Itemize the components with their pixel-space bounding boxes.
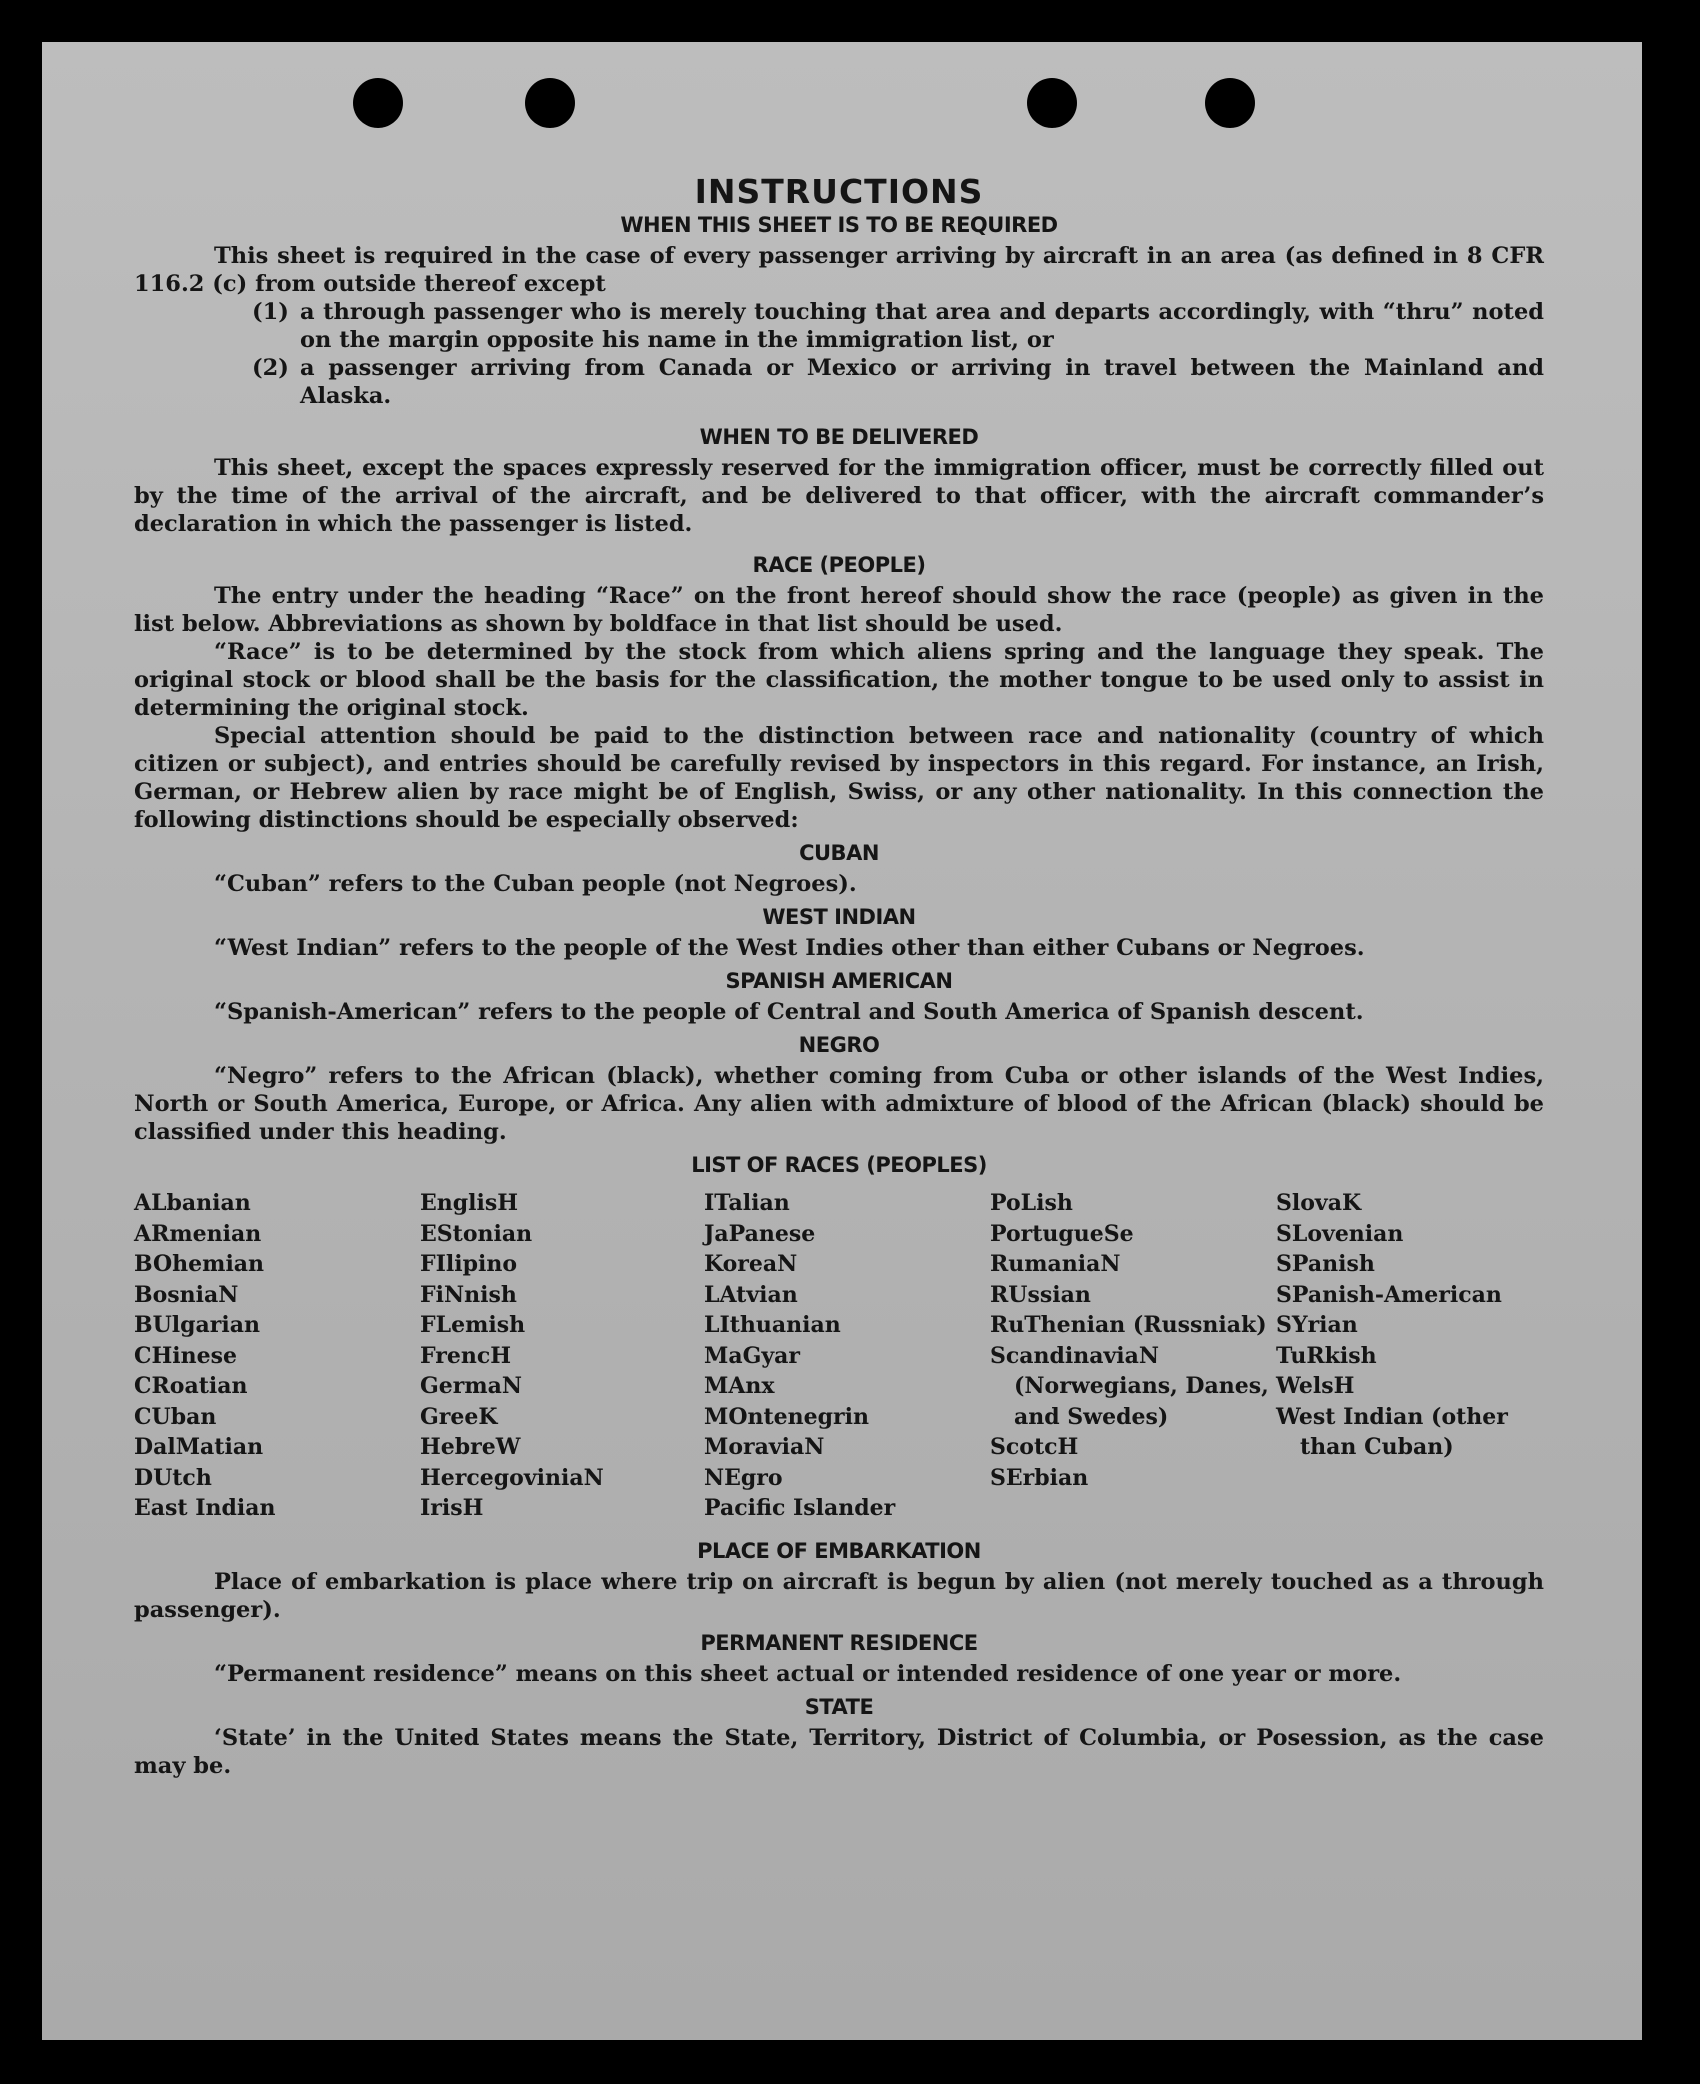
punch-hole [353,78,403,128]
document-page [42,42,1642,2040]
race-entry: WelsH [1276,1373,1355,1399]
west-indian-text: “West Indian” refers to the people of the West Indies other than either Cubans or Negroes. [214,935,1365,961]
race-entry: RumaniaN [990,1251,1121,1277]
race-entry: CHinese [134,1342,238,1369]
race-paragraph: The entry under the heading “Race” on the front hereof should show the race (people) as given in the list below. Abbreviations as shown by boldface in that list should be used. [134,583,1544,637]
when-required-intro: This sheet is required in the case of every passenger arriving by aircraft in an area (as defined in 8 CFR 116.2 (c) from outside thereof except [134,243,1544,297]
race-entry: TuRkish [1276,1342,1377,1369]
page-title: INSTRUCTIONS [694,172,984,211]
race-entry: SPanish [1276,1251,1375,1277]
race-entry: MoraviaN [704,1434,825,1460]
race-entry: LAtvian [704,1281,798,1308]
heading-west-indian: WEST INDIAN [762,905,916,929]
race-entry: SPanish-American [1276,1281,1502,1308]
races-list [134,1188,1544,1524]
races-column [420,1188,704,1524]
heading-negro: NEGRO [798,1033,880,1057]
race-entry: FLemish [420,1312,526,1338]
races-column [704,1188,990,1524]
heading-place-of-embarkation: PLACE OF EMBARKATION [697,1538,981,1563]
race-entry: SErbian [990,1464,1089,1491]
punch-hole [525,78,575,128]
exception-item [134,298,1544,354]
punch-hole [1027,78,1077,128]
race-entry: LIthuanian [704,1312,841,1338]
negro-text: “Negro” refers to the African (black), whether coming from Cuba or other islands of the West Indies, North or South America, Europe, or Africa. Any alien with admixture of blood of the African (black) should be classified under this heading. [134,1063,1544,1145]
race-entry: NEgro [704,1464,783,1491]
race-entry: MAnx [704,1373,775,1399]
race-entry: BosniaN [134,1281,239,1308]
heading-permanent-residence: PERMANENT RESIDENCE [700,1630,978,1655]
race-entry: GermaN [420,1373,523,1399]
heading-spanish-american: SPANISH AMERICAN [725,969,953,993]
race-entry: KoreaN [704,1251,798,1277]
race-entry: IrisH [420,1495,484,1521]
race-entry: SYrian [1276,1312,1358,1338]
heading-race: RACE (PEOPLE) [752,553,926,577]
spanish-american-text: “Spanish-American” refers to the people of Central and South America of Spanish descent. [214,999,1364,1025]
heading-cuban: CUBAN [799,841,879,865]
race-entry: SLovenian [1276,1220,1404,1247]
exception-number: (2) [252,355,289,381]
punch-hole [1205,78,1255,128]
race-entry: RUssian [990,1281,1091,1308]
permanent-residence-text: “Permanent residence” means on this sheet actual or intended residence of one year or more. [214,1660,1402,1687]
heading-when-required: WHEN THIS SHEET IS TO BE REQUIRED [620,213,1058,237]
race-entry: SlovaK [1276,1190,1362,1216]
race-entry: GreeK [420,1403,498,1430]
race-entry: HebreW [420,1434,521,1460]
race-entry: CUban [134,1403,217,1430]
race-entry: JaPanese [704,1220,816,1247]
race-entry: East Indian [134,1495,276,1521]
race-entry: EnglisH [420,1190,519,1216]
race-entry: PoLish [990,1190,1073,1216]
race-paragraph: Special attention should be paid to the distinction between race and nationality (country of which citizen or subject), and entries should be carefully revised by inspectors in this regard. For instance, an Irish, German, or Hebrew alien by race might be of English, Swiss, or any other nationality. In this connection the following distinctions should be especially observed: [134,723,1544,833]
state-text: ‘State’ in the United States means the State, Territory, District of Columbia, or Posession, as the case may be. [134,1724,1544,1779]
race-entry: MaGyar [704,1342,801,1369]
instructions-body [134,172,1544,1780]
race-entry: BUlgarian [134,1312,260,1338]
race-entry: DUtch [134,1464,212,1491]
place-of-embarkation-text: Place of embarkation is place where trip on aircraft is begun by alien (not merely touched as a through passenger). [134,1568,1544,1623]
heading-list-of-races: LIST OF RACES (PEOPLES) [691,1153,987,1177]
exception-text: a through passenger who is merely touching that area and departs accordingly, with “thru” noted on the margin opposite his name in the immigration list, or [300,299,1544,353]
exception-text: a passenger arriving from Canada or Mexico or arriving in travel between the Mainland and Alaska. [300,355,1544,409]
race-entry: FIlipino [420,1251,518,1277]
heading-when-delivered: WHEN TO BE DELIVERED [699,425,979,449]
exception-number: (1) [252,299,289,325]
heading-state: STATE [804,1694,874,1719]
race-entry: RuThenian (Russniak) [990,1312,1267,1338]
race-entry: CRoatian [134,1373,248,1399]
race-entry: Pacific Islander [704,1495,896,1521]
race-entry: ALbanian [134,1190,251,1216]
races-column [990,1188,1276,1524]
when-delivered-text: This sheet, except the spaces expressly reserved for the immigration officer, must be correctly filled out by the time of the arrival of the aircraft, and be delivered to that officer, with the aircraft commander’s declaration in which the passenger is listed. [134,455,1544,537]
race-paragraph: “Race” is to be determined by the stock from which aliens spring and the language they speak. The original stock or blood shall be the basis for the classification, the mother tongue to be used only to assist in determining the original stock. [134,639,1544,721]
race-entry: HercegoviniaN [420,1464,604,1491]
race-entry: ScotcH [990,1434,1079,1460]
exception-item [134,354,1544,410]
races-column [134,1188,420,1524]
race-entry: FiNnish [420,1281,517,1308]
race-entry: West Indian (other than Cuban) [1276,1403,1508,1460]
cuban-text: “Cuban” refers to the Cuban people (not Negroes). [214,871,857,897]
race-entry: BOhemian [134,1251,265,1277]
race-entry: MOntenegrin [704,1403,869,1430]
race-entry: ARmenian [134,1220,262,1247]
race-entry: ITalian [704,1190,790,1216]
race-entry: DalMatian [134,1434,264,1460]
races-column [1276,1188,1544,1524]
race-entry: EStonian [420,1220,533,1247]
race-entry: ScandinaviaN (Norwegians, Danes, and Swedes) [990,1342,1269,1430]
race-entry: PortugueSe [990,1220,1134,1247]
race-entry: FrencH [420,1342,511,1369]
